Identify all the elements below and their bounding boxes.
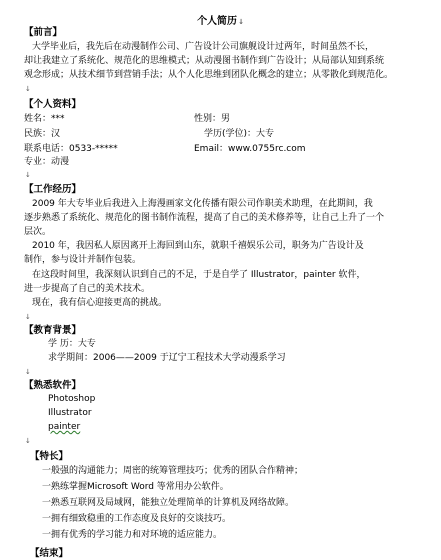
- work-p1-line-2: 逐步熟悉了系统化、规范化的图书制作流程，提高了自己的美术修养等，让自己上升了一个: [24, 213, 385, 223]
- strength-item: 一熟练掌握Microsoft Word 等常用办公软件。: [42, 482, 229, 492]
- software-item: painter: [48, 422, 81, 432]
- work-p3-line-1: 在这段时间里，我深刻认识到自己的不足，于是自学了 Illustrator，painter 软件，: [32, 270, 366, 280]
- work-p4: 现在，我有信心迎接更高的挑战。: [32, 298, 168, 308]
- personal-name: 姓名：***: [24, 114, 65, 124]
- work-p1-line-3: 层次。: [24, 227, 52, 237]
- personal-phone: 联系电话：0533-*****: [24, 144, 118, 154]
- work-p3-line-2: 进一步提高了自己的美术技术。: [24, 284, 151, 294]
- personal-gender: 性别：男: [194, 114, 231, 124]
- edu-degree: 学 历：大专: [48, 339, 96, 349]
- paragraph-mark: ↓: [25, 368, 31, 376]
- personal-major: 专业：动漫: [24, 157, 70, 167]
- paragraph-mark: ↓: [25, 313, 31, 321]
- strength-item: 一拥有细致稳重的工作态度及良好的交谈技巧。: [42, 514, 232, 524]
- preface-line-3: 观念形成；从技术细节到营销手法；从个人化思维到团队化概念的建立；从零散化到规范化。: [24, 70, 394, 80]
- software-item: Photoshop: [48, 394, 96, 404]
- strength-item: 一拥有优秀的学习能力和对环境的适应能力。: [42, 530, 223, 540]
- paragraph-mark: ↓: [25, 437, 31, 445]
- work-p1-line-1: 2009 年大专毕业后我进入上海漫画家文化传播有限公司作职美术助理，在此期间，我: [32, 199, 373, 209]
- work-p2-line-1: 2010 年，我因私人原因离开上海回到山东，就职千禧娱乐公司，职务为广告设计及: [32, 241, 364, 251]
- work-p2-line-2: 制作，参与设计并制作包装。: [24, 255, 142, 265]
- section-header-personal: 【个人资料】: [24, 99, 82, 110]
- personal-ethnicity: 民族：汉: [24, 129, 61, 139]
- paragraph-mark: ↓: [25, 85, 31, 93]
- paragraph-mark: ↓: [25, 171, 31, 179]
- preface-line-1: 大学毕业后，我先后在动漫制作公司、广告设计公司旗舰设计过两年，时间虽然不长，: [32, 42, 375, 52]
- section-header-software: 【熟悉软件】: [24, 380, 82, 391]
- preface-line-2: 却让我建立了系统化、规范化的思维模式；从动漫图书制作到广告设计；从局部认知到系统: [24, 56, 385, 66]
- strength-item: 一般强的沟通能力；周密的统筹管理技巧；优秀的团队合作精神；: [42, 466, 304, 476]
- edu-period: 求学期间：2006——2009 于辽宁工程技术大学动漫系学习: [48, 353, 286, 363]
- section-header-strengths: 【特长】: [30, 451, 69, 462]
- section-header-preface: 【前言】: [24, 27, 63, 38]
- software-item: Illustrator: [48, 408, 92, 418]
- strength-item: 一熟悉互联网及局域网，能独立处理简单的计算机及网络故障。: [42, 498, 295, 508]
- section-header-work: 【工作经历】: [24, 184, 82, 195]
- personal-education: 学历(学位)：大专: [204, 129, 275, 139]
- section-header-education: 【教育背景】: [24, 325, 82, 336]
- document-title: 个人简历↓: [197, 16, 244, 27]
- personal-email: Email：www.0755rc.com: [194, 144, 306, 154]
- section-header-conclusion: 【结束】: [30, 548, 69, 559]
